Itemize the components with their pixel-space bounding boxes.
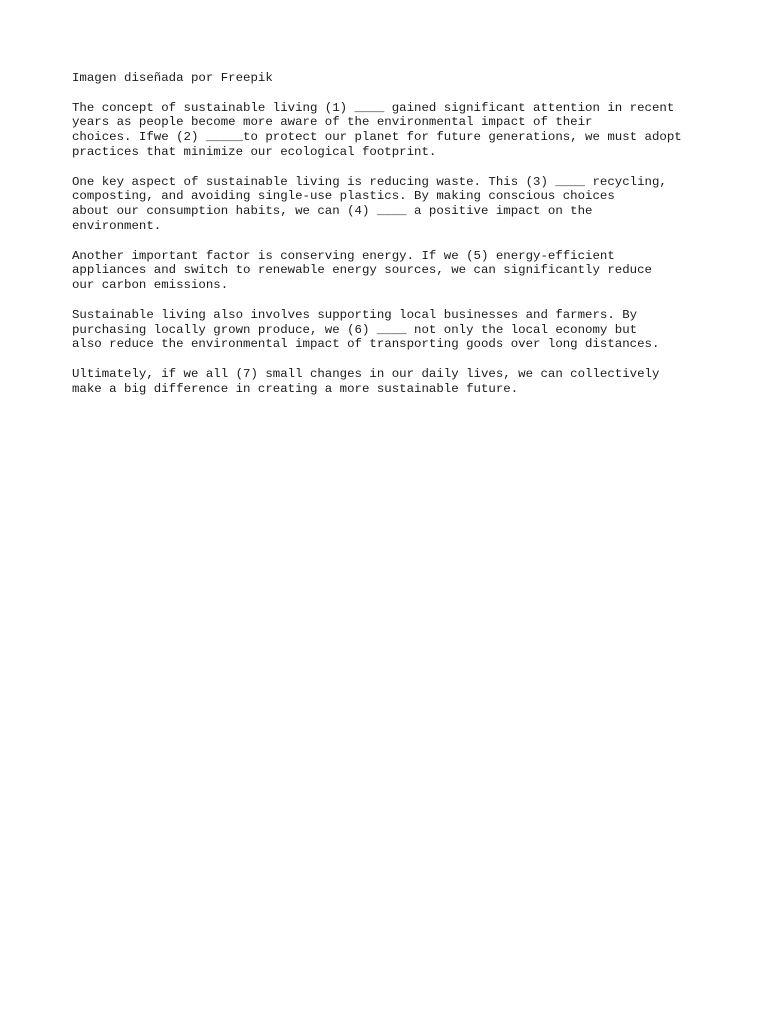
paragraph-line: environment.	[72, 218, 162, 233]
paragraph-line: years as people become more aware of the environmental impact of their	[72, 115, 593, 130]
paragraph-1	[72, 101, 712, 160]
paragraph-line: Sustainable living also involves supporting local businesses and farmers. By	[72, 307, 638, 322]
paragraph-line: composting, and avoiding single-use plastics. By making conscious choices	[72, 189, 615, 204]
paragraph-line: Ultimately, if we all (7) small changes in our daily lives, we can collectively	[72, 366, 660, 381]
paragraph-line: purchasing locally grown produce, we (6) ____ not only the local economy but	[72, 322, 638, 337]
paragraph-2	[72, 175, 712, 234]
paragraph-4	[72, 308, 712, 352]
paragraph-line: choices. Ifwe (2) _____to protect our planet for future generations, we must adopt	[72, 130, 682, 145]
paragraph-line: make a big difference in creating a more sustainable future.	[72, 381, 519, 396]
paragraph-line: our carbon emissions.	[72, 278, 229, 293]
document-page	[72, 71, 712, 411]
paragraph-line: practices that minimize our ecological footprint.	[72, 144, 437, 159]
image-credit: Imagen diseñada por Freepik	[72, 71, 273, 85]
paragraph-line: Another important factor is conserving energy. If we (5) energy-efficient	[72, 248, 615, 263]
paragraph-line: appliances and switch to renewable energy sources, we can significantly reduce	[72, 263, 652, 278]
paragraph-line: about our consumption habits, we can (4) ____ a positive impact on the	[72, 204, 593, 219]
paragraph-line: One key aspect of sustainable living is reducing waste. This (3) ____ recycling,	[72, 174, 667, 189]
paragraph-line: The concept of sustainable living (1) ____ gained significant attention in recent	[72, 100, 675, 115]
paragraph-line: also reduce the environmental impact of transporting goods over long distances.	[72, 337, 660, 352]
paragraph-5	[72, 367, 712, 397]
paragraph-3	[72, 249, 712, 293]
